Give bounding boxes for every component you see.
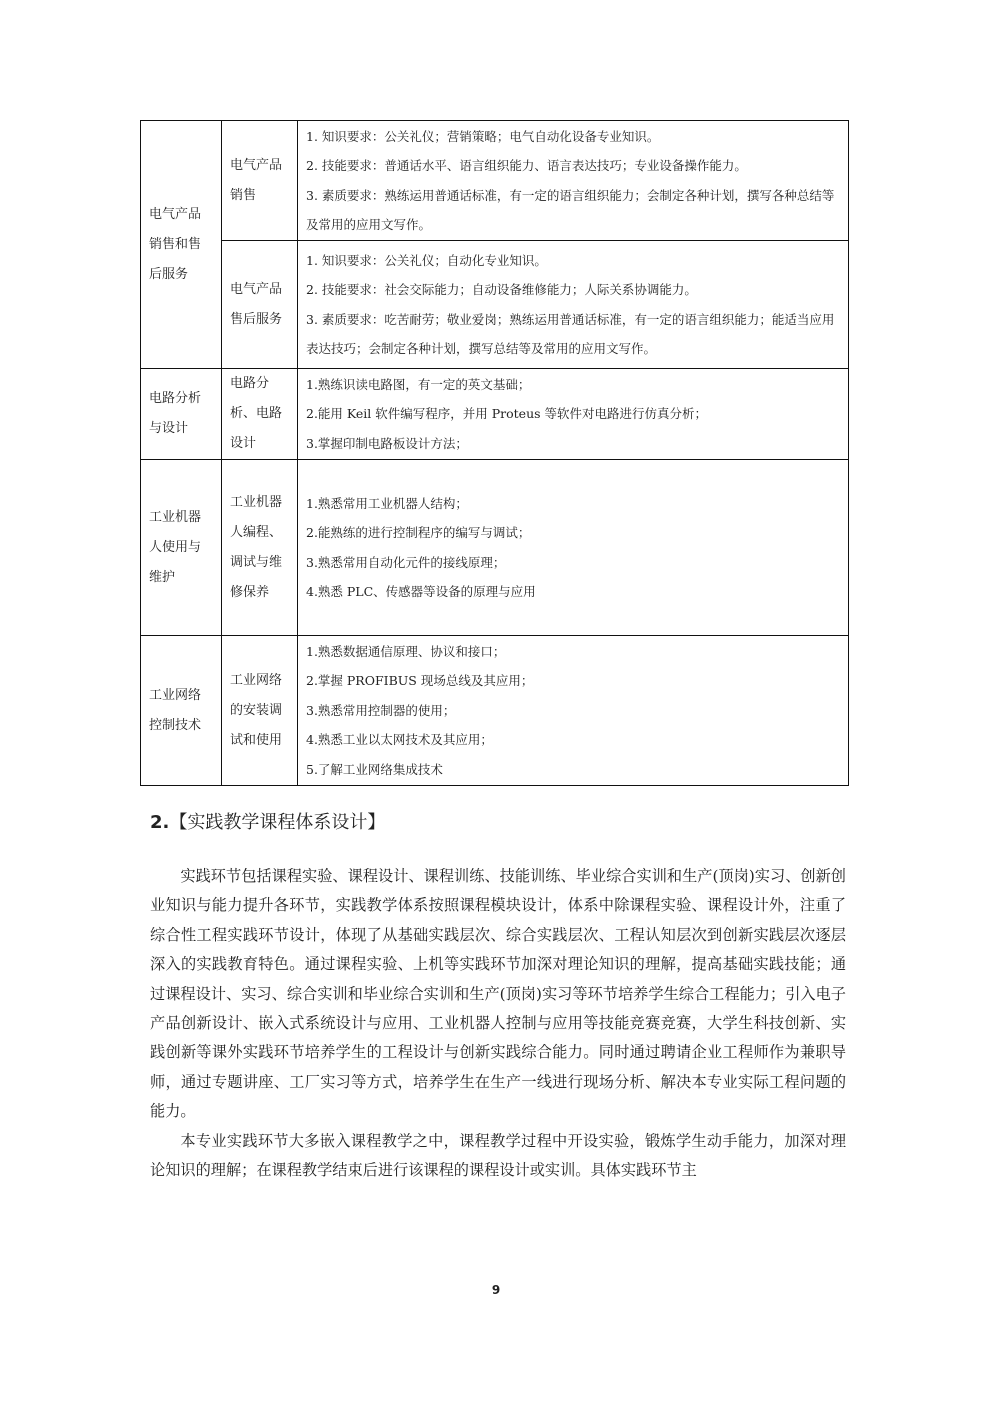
requirement-line: 2.能用 Keil 软件编写程序，并用 Proteus 等软件对电路进行仿真分析； xyxy=(306,406,708,422)
requirement-cell xyxy=(298,369,849,460)
sub-area-label: 电路分析、电路设计 xyxy=(230,376,283,451)
requirement-line: 2.能熟练的进行控制程序的编写与调试； xyxy=(306,525,531,540)
table-row xyxy=(141,369,849,460)
sub-area-cell xyxy=(222,241,298,369)
area-label: 工业网络控制技术 xyxy=(149,687,202,733)
section-number: 2. xyxy=(150,812,170,833)
paragraph: 实践环节包括课程实验、课程设计、课程训练、技能训练、毕业综合实训和生产(顶岗)实习、创新创业知识与能力提升各环节，实践教学体系按照课程模块设计，体系中除课程实验、课程设计外，注重了综合性工程实践环节设计，体现了从基础实践层次、综合实践层次、工程认知层次到创新实践层次逐层深入的实践教育特色。通过课程实验、上机等实践环节加深对理论知识的理解，提高基础实践技能；通过课程设计、实习、综合实训和毕业综合实训和生产(顶岗)实习等环节培养学生综合工程能力；引入电子产品创新设计、嵌入式系统设计与应用、工业机器人控制与应用等技能竞赛竞赛，大学生科技创新、实践创新等课外实践环节培养学生的工程设计与创新实践综合能力。同时通过聘请企业工程师作为兼职导师，通过专题讲座、工厂实习等方式，培养学生在生产一线进行现场分析、解决本专业实际工程问题的能力。 xyxy=(150,867,846,1121)
requirement-cell xyxy=(298,460,849,636)
requirement-line: 3.熟悉常用控制器的使用； xyxy=(306,702,456,718)
area-label: 工业机器人使用与维护 xyxy=(149,509,202,585)
sub-area-label: 工业网络的安装调试和使用 xyxy=(230,672,283,748)
area-cell xyxy=(141,121,222,369)
requirement-line: 4.熟悉 PLC、传感器等设备的原理与应用 xyxy=(306,584,536,599)
requirement-line: 1.熟悉数据通信原理、协议和接口； xyxy=(306,643,506,659)
requirement-line: 3. 素质要求：熟练运用普通话标准，有一定的语言组织能力；会制定各种计划，撰写各种总结等及常用的应用文写作。 xyxy=(306,187,835,232)
requirement-line: 1. 知识要求：公关礼仪；营销策略；电气自动化设备专业知识。 xyxy=(306,128,660,144)
area-cell xyxy=(141,636,222,786)
section-heading xyxy=(150,808,385,834)
table-row xyxy=(141,636,849,786)
table-row xyxy=(141,121,849,241)
requirement-line: 3.掌握印制电路板设计方法； xyxy=(306,435,468,451)
section-title: 【实践教学课程体系设计】 xyxy=(169,812,386,833)
sub-area-label: 工业机器人编程、调试与维修保养 xyxy=(230,494,283,600)
requirement-line: 2. 技能要求：普通话水平、语言组织能力、语言表达技巧；专业设备操作能力。 xyxy=(306,158,747,173)
sub-area-label: 电气产品售后服务 xyxy=(230,281,283,327)
sub-area-cell xyxy=(222,369,298,460)
table-row xyxy=(141,460,849,636)
requirements-table xyxy=(140,120,849,786)
requirement-line: 2.掌握 PROFIBUS 现场总线及其应用； xyxy=(306,673,534,689)
requirement-cell xyxy=(298,636,849,786)
requirement-line: 1. 知识要求：公关礼仪；自动化专业知识。 xyxy=(306,252,547,268)
area-label: 电路分析与设计 xyxy=(149,391,202,436)
sub-area-label: 电气产品销售 xyxy=(230,157,283,203)
requirement-line: 3.熟悉常用自动化元件的接线原理； xyxy=(306,554,506,570)
requirement-line: 4.熟悉工业以太网技术及其应用； xyxy=(306,732,493,748)
requirement-cell xyxy=(298,241,849,369)
table-row xyxy=(141,241,849,369)
paragraph: 本专业实践环节大多嵌入课程教学之中，课程教学过程中开设实验，锻炼学生动手能力，加深对理论知识的理解；在课程教学结束后进行该课程的课程设计或实训。具体实践环节主 xyxy=(150,1131,846,1180)
requirement-line: 1.熟悉常用工业机器人结构； xyxy=(306,495,468,511)
sub-area-cell xyxy=(222,636,298,786)
area-cell xyxy=(141,460,222,636)
requirement-line: 5.了解工业网络集成技术 xyxy=(306,761,443,777)
sub-area-cell xyxy=(222,460,298,636)
area-label: 电气产品销售和售后服务 xyxy=(149,206,202,282)
requirement-line: 1.熟练识读电路图，有一定的英文基础； xyxy=(306,376,531,392)
requirement-cell xyxy=(298,121,849,241)
body-text xyxy=(150,862,846,1185)
requirement-line: 3. 素质要求：吃苦耐劳；敬业爱岗；熟练运用普通话标准，有一定的语言组织能力；能适当应用表达技巧；会制定各种计划，撰写总结等及常用的应用文写作。 xyxy=(306,311,835,356)
requirement-line: 2. 技能要求：社会交际能力；自动设备维修能力；人际关系协调能力。 xyxy=(306,282,697,297)
page-number: 9 xyxy=(491,1283,501,1297)
sub-area-cell xyxy=(222,121,298,241)
area-cell xyxy=(141,369,222,460)
